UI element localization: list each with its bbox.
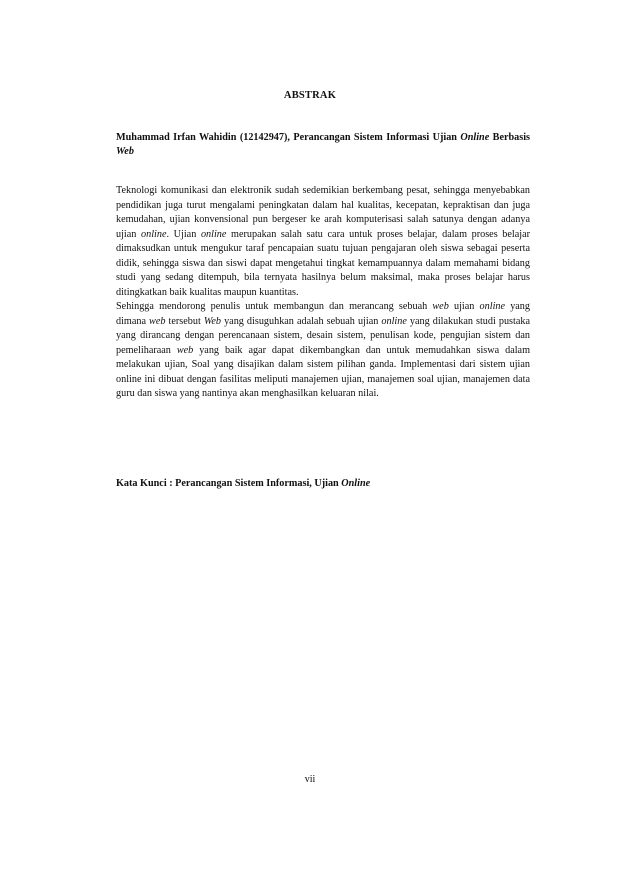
p2-seg1-italic: web [432, 301, 449, 312]
author-and-thesis-title [116, 131, 530, 159]
abstract-paragraph-1 [116, 184, 530, 300]
thesis-title-italic: Online [460, 132, 490, 143]
p2-seg3-italic: web [149, 315, 166, 327]
p1-seg1: Teknologi komunikasi dan elektronik sudah sedemikian berkembang pesat, sehingga menyebabkan pendidikan juga turut mengalami peningkatan dalam hal kualitas, kecepatan, kepraktisan dan juga kemudahan, ujian konvensional pun bergeser ke arah komputerisasi salah satunya dengan adanya ujian [116, 185, 530, 240]
p1-seg2-italic: online [200, 228, 227, 240]
keywords [116, 477, 530, 491]
p2-seg7: yang baik agar dapat dikembangkan dan untuk memudahkan siswa dalam melakukan ujian, Soal yang disajikan dalam sistem pilihan ganda. Implementasi dari sistem ujian online ini dibuat dengan fasilitas meliputi manajemen ujian, manajemen soal ujian, manajemen data guru dan siswa yang nantinya akan menghasilkan keluaran nilai. [116, 344, 530, 399]
p2-seg4-italic: Web [203, 315, 222, 327]
p2-seg6-italic: web [176, 344, 194, 356]
page-number: vii [304, 774, 316, 785]
p2-seg6: yang dilakukan studi pustaka yang dirancang dengan perencanaan sistem, desain sistem, penulisan kode, pengujian sistem dan pemeliharaan [116, 315, 530, 356]
abstract-title: ABSTRAK [283, 90, 337, 101]
p2-seg5-italic: online [381, 315, 407, 327]
keywords-text: Perancangan Sistem Informasi, Ujian [175, 478, 342, 489]
p2-seg3: yang dimana [116, 301, 530, 327]
keywords-label: Kata Kunci : [116, 478, 176, 489]
thesis-title-part2: Berbasis [489, 132, 531, 143]
author-name: Muhammad Irfan Wahidin (12142947), [116, 132, 294, 143]
p2-seg4: tersebut [165, 315, 204, 327]
p1-seg1-italic: online [141, 228, 167, 240]
p2-seg2-italic: online [479, 301, 506, 312]
abstract-paragraph-2 [116, 300, 530, 402]
thesis-title-italic2: Web [116, 146, 134, 157]
p1-seg3: merupakan salah satu cara untuk proses belajar, dalam proses belajar dimaksudkan untuk mengukur taraf pencapaian suatu tujuan pengajaran oleh siswa sebagai peserta didik, sehingga siswa dan siswi dapat mengetahui tingkat kemampuannya dalam memahami bidang studi yang sedang ditempuh, bila ternyata hasilnya belum maksimal, maka proses belajar harus ditingkatkan baik kualitas maupun kuantitas. [116, 228, 531, 298]
p2-seg5: yang disuguhkan adalah sebuah ujian [221, 315, 382, 327]
thesis-title-part1: Perancangan Sistem Informasi Ujian [293, 132, 461, 143]
p2-seg1: Sehingga mendorong penulis untuk membangun dan merancang sebuah [116, 301, 433, 312]
p2-seg2: ujian [448, 301, 480, 312]
p1-seg2: . Ujian [166, 228, 201, 240]
abstract-body [116, 184, 530, 402]
keywords-text-italic: Online [341, 478, 371, 489]
